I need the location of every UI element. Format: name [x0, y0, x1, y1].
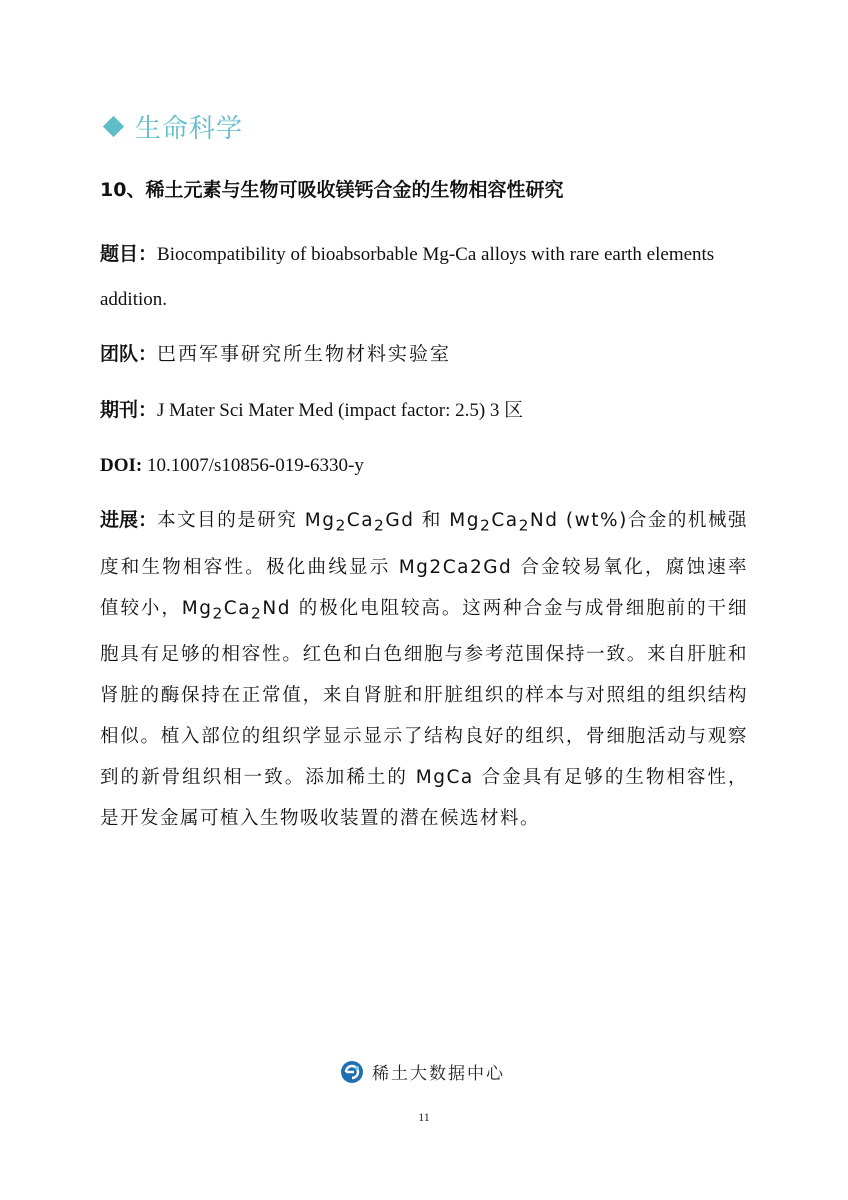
progress-field: [100, 500, 748, 839]
paper-title-field: [100, 232, 750, 322]
progress-label: 进展：: [100, 509, 158, 531]
doi-field: [100, 443, 750, 488]
doi-label: DOI:: [100, 455, 143, 476]
journal-field: [100, 388, 750, 433]
doi-value: 10.1007/s10856-019-6330-y: [142, 455, 364, 476]
team-value: 巴西军事研究所生物材料实验室: [157, 343, 452, 365]
rare-earth-logo-icon: [340, 1060, 364, 1084]
paper-title-value: Biocompatibility of bioabsorbable Mg-Ca alloys with rare earth elements addition.: [100, 244, 715, 310]
footer-brand-text: 稀土大数据中心: [372, 1064, 505, 1084]
progress-text: 本文目的是研究 $Mg_2Ca_2Gd$ 和 $Mg_2Ca_2Nd$ (wt%)合金的机械强度和生物相容性。极化曲线显示 Mg2Ca2Gd 合金较易氧化，腐蚀速率值较小，$Mg_2Ca_2Nd$ 的极化电阻较高。这两种合金与成骨细胞前的干细胞具有足够的相容性。红色和白色细胞与参考范围保持一致。来自肝脏和肾脏的酶保持在正常值，来自肾脏和肝脏组织的样本与对照组的组织结构相似。植入部位的组织学显示显示了结构良好的组织，骨细胞活动与观察到的新骨组织相一致。添加稀土的 MgCa 合金具有足够的生物相容性，是开发金属可植入生物吸收装置的潜在候选材料。: [100, 510, 748, 830]
team-field: [100, 332, 750, 376]
article-heading: 10、稀土元素与生物可吸收镁钙合金的生物相容性研究: [100, 179, 564, 201]
team-label: 团队：: [100, 343, 158, 365]
section-title: 生命科学: [135, 113, 244, 144]
section-heading: [100, 106, 243, 146]
footer-brand: [340, 1059, 505, 1084]
paper-title-label: 题目：: [100, 243, 158, 265]
journal-label: 期刊：: [100, 399, 158, 421]
diamond-icon: [103, 115, 124, 136]
page-number: 11: [418, 1110, 430, 1124]
journal-value: J Mater Sci Mater Med (impact factor: 2.5) 3 区: [157, 400, 524, 421]
